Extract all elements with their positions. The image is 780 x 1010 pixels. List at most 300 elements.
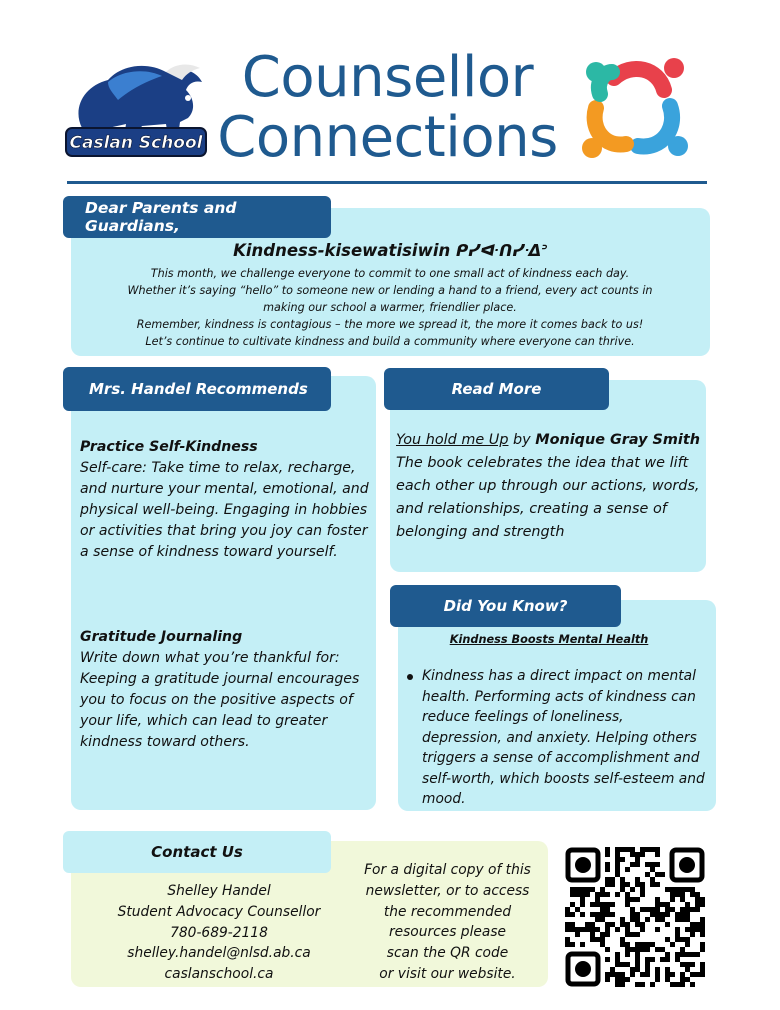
qr-module	[625, 882, 630, 887]
qr-module	[690, 952, 695, 957]
qr-module	[670, 887, 675, 892]
page-title	[215, 45, 560, 170]
qr-module	[590, 922, 595, 927]
qr-module	[635, 957, 640, 962]
qr-module	[645, 957, 650, 962]
qr-module	[630, 897, 635, 902]
qr-module	[665, 952, 670, 957]
qr-module	[640, 887, 645, 892]
qr-module	[625, 932, 630, 937]
qr-module	[585, 927, 590, 932]
qr-module	[640, 982, 645, 987]
qr-module	[595, 927, 600, 932]
qr-module	[645, 967, 650, 972]
qr-module	[575, 887, 580, 892]
qr-module	[610, 877, 615, 882]
qr-module	[625, 947, 630, 952]
qr-module	[620, 942, 625, 947]
qr-module	[695, 922, 700, 927]
qr-module	[680, 897, 685, 902]
qr-module	[635, 952, 640, 957]
qr-module	[635, 917, 640, 922]
qr-module	[565, 937, 570, 942]
qr-module	[590, 887, 595, 892]
qr-module	[645, 962, 650, 967]
qr-module	[640, 972, 645, 977]
intro-line: making our school a warmer, friendlier place.	[263, 301, 517, 314]
qr-module	[680, 937, 685, 942]
qr-module	[640, 852, 645, 857]
qr-module	[625, 962, 630, 967]
qr-module	[685, 917, 690, 922]
qr-module	[655, 902, 660, 907]
qr-module	[580, 892, 585, 897]
logo-wordmark: Caslan School	[69, 133, 203, 153]
qr-module	[615, 872, 620, 877]
qr-module	[670, 897, 675, 902]
intro-line: Remember, kindness is contagious – the more we spread it, the more it comes back to us!	[136, 318, 644, 331]
qr-module	[700, 927, 705, 932]
note-line: newsletter, or to access	[365, 882, 530, 899]
qr-module	[590, 932, 595, 937]
did-you-know-list	[405, 666, 705, 810]
qr-module	[640, 847, 645, 852]
qr-module	[670, 942, 675, 947]
qr-module	[680, 947, 685, 952]
qr-module	[610, 912, 615, 917]
read-more-tab: Read More	[384, 368, 609, 410]
qr-module	[595, 902, 600, 907]
qr-module	[615, 862, 620, 867]
qr-module	[565, 907, 570, 912]
qr-module	[660, 872, 665, 877]
qr-module	[700, 972, 705, 977]
qr-module	[630, 912, 635, 917]
qr-module	[655, 852, 660, 857]
qr-module	[625, 952, 630, 957]
qr-module	[660, 902, 665, 907]
qr-module	[605, 847, 610, 852]
qr-module	[640, 942, 645, 947]
qr-module	[590, 927, 595, 932]
qr-module	[655, 862, 660, 867]
qr-module	[570, 902, 575, 907]
book-author: Monique Gray Smith	[535, 432, 700, 448]
qr-module	[615, 957, 620, 962]
qr-module	[690, 982, 695, 987]
qr-module	[605, 877, 610, 882]
book-by: by	[508, 432, 536, 448]
qr-module	[635, 882, 640, 887]
intro-tab: Dear Parents and Guardians,	[63, 196, 331, 238]
qr-module	[695, 927, 700, 932]
qr-module	[630, 907, 635, 912]
qr-module	[680, 952, 685, 957]
qr-module	[570, 942, 575, 947]
qr-module	[645, 862, 650, 867]
qr-module	[575, 907, 580, 912]
qr-module	[695, 892, 700, 897]
qr-module	[670, 892, 675, 897]
qr-module	[580, 897, 585, 902]
qr-module	[630, 852, 635, 857]
qr-module	[595, 917, 600, 922]
qr-module	[695, 952, 700, 957]
qr-module	[625, 892, 630, 897]
contact-phone: 780-689-2118	[170, 924, 268, 941]
qr-module	[645, 947, 650, 952]
qr-module	[655, 972, 660, 977]
qr-module	[675, 932, 680, 937]
note-line: or visit our website.	[379, 965, 516, 982]
qr-module	[640, 947, 645, 952]
qr-module	[615, 852, 620, 857]
qr-module	[615, 952, 620, 957]
qr-module	[630, 917, 635, 922]
qr-module	[645, 872, 650, 877]
qr-module	[640, 922, 645, 927]
qr-module	[685, 952, 690, 957]
qr-module	[620, 922, 625, 927]
qr-module	[615, 972, 620, 977]
qr-module	[650, 912, 655, 917]
qr-module	[625, 897, 630, 902]
qr-module	[600, 912, 605, 917]
qr-module	[685, 962, 690, 967]
qr-module	[650, 957, 655, 962]
qr-module	[630, 887, 635, 892]
qr-module	[695, 907, 700, 912]
qr-module	[620, 937, 625, 942]
qr-module	[680, 977, 685, 982]
digital-copy-note	[350, 860, 545, 985]
qr-module	[565, 927, 570, 932]
qr-module	[605, 927, 610, 932]
note-line: scan the QR code	[386, 945, 509, 962]
recommendation-gratitude-journaling	[80, 627, 372, 753]
qr-module	[680, 982, 685, 987]
qr-module	[700, 932, 705, 937]
qr-module	[635, 857, 640, 862]
qr-module	[580, 887, 585, 892]
qr-module	[595, 912, 600, 917]
qr-module	[675, 887, 680, 892]
recommendation-heading: Practice Self-Kindness	[80, 439, 258, 455]
qr-module	[565, 912, 570, 917]
qr-module	[665, 977, 670, 982]
qr-module	[665, 902, 670, 907]
qr-module	[680, 912, 685, 917]
qr-module	[630, 967, 635, 972]
note-line: the recommended	[383, 903, 512, 920]
qr-module	[630, 932, 635, 937]
qr-module	[655, 912, 660, 917]
qr-module	[615, 977, 620, 982]
qr-module	[635, 967, 640, 972]
qr-module	[690, 907, 695, 912]
qr-module	[670, 982, 675, 987]
qr-module	[650, 942, 655, 947]
note-line: For a digital copy of this	[364, 862, 531, 878]
qr-module	[625, 922, 630, 927]
qr-module	[650, 867, 655, 872]
qr-module	[655, 872, 660, 877]
qr-module	[675, 937, 680, 942]
qr-module	[695, 897, 700, 902]
qr-module	[625, 927, 630, 932]
qr-module	[630, 972, 635, 977]
qr-module	[675, 982, 680, 987]
qr-module	[635, 932, 640, 937]
qr-module	[675, 892, 680, 897]
book-description: The book celebrates the idea that we lift each other up through our actions, words, and relationships, creating a sense of belonging and strength	[396, 455, 700, 540]
qr-module	[595, 892, 600, 897]
qr-module	[690, 887, 695, 892]
qr-module	[685, 902, 690, 907]
qr-module	[690, 932, 695, 937]
qr-module	[645, 942, 650, 947]
qr-module	[635, 912, 640, 917]
qr-module	[625, 977, 630, 982]
qr-module	[610, 922, 615, 927]
qr-module	[620, 972, 625, 977]
qr-module	[700, 947, 705, 952]
qr-module	[620, 962, 625, 967]
qr-module	[585, 887, 590, 892]
qr-module	[640, 882, 645, 887]
qr-module	[645, 972, 650, 977]
qr-module	[620, 857, 625, 862]
contact-email: shelley.handel@nlsd.ab.ca	[127, 945, 311, 962]
qr-module	[605, 932, 610, 937]
intro-line: This month, we challenge everyone to commit to one small act of kindness each day.	[150, 267, 630, 280]
qr-module	[575, 932, 580, 937]
qr-module	[610, 882, 615, 887]
recommendation-body: Self-care: Take time to relax, recharge, and nurture your mental, emotional, and physical well-being. Engaging in hobbies or activities that bring you joy can foster a sense of kindness toward yourself.	[80, 460, 369, 560]
qr-module	[635, 982, 640, 987]
qr-module	[600, 917, 605, 922]
qr-module	[605, 922, 610, 927]
qr-module	[680, 887, 685, 892]
contact-website: caslanschool.ca	[164, 966, 274, 983]
qr-module	[670, 907, 675, 912]
qr-module	[575, 892, 580, 897]
qr-module	[685, 887, 690, 892]
qr-module	[655, 977, 660, 982]
qr-module	[605, 947, 610, 952]
qr-module	[620, 917, 625, 922]
qr-module	[600, 887, 605, 892]
caslan-school-logo	[62, 58, 210, 160]
qr-module	[610, 902, 615, 907]
qr-module	[665, 972, 670, 977]
qr-module	[605, 972, 610, 977]
qr-module	[600, 932, 605, 937]
qr-module	[665, 912, 670, 917]
qr-module	[565, 922, 570, 927]
qr-module	[590, 902, 595, 907]
intro-heading: Kindness-kisewatisiwin ᑭᓯᐘᑎᓯᐎᐣ	[233, 241, 548, 260]
qr-module	[565, 942, 570, 947]
qr-module	[655, 967, 660, 972]
qr-module	[570, 927, 575, 932]
qr-module	[675, 912, 680, 917]
contact-tab: Contact Us	[63, 831, 331, 873]
qr-module	[665, 922, 670, 927]
qr-module	[645, 907, 650, 912]
qr-module	[570, 892, 575, 897]
qr-module	[580, 927, 585, 932]
contact-info	[96, 881, 342, 985]
qr-module	[665, 907, 670, 912]
qr-module	[625, 867, 630, 872]
qr-module	[610, 967, 615, 972]
qr-module	[700, 942, 705, 947]
qr-module	[690, 922, 695, 927]
qr-module	[685, 967, 690, 972]
recommendation-self-kindness	[80, 437, 372, 563]
qr-module	[660, 917, 665, 922]
note-line: resources please	[388, 924, 507, 941]
qr-module	[635, 942, 640, 947]
qr-module	[630, 847, 635, 852]
qr-module	[605, 862, 610, 867]
intro-line: Whether it’s saying “hello” to someone new or lending a hand to a friend, every act counts in	[127, 284, 653, 297]
qr-module	[650, 862, 655, 867]
qr-module	[635, 922, 640, 927]
qr-module	[615, 927, 620, 932]
qr-module	[615, 867, 620, 872]
qr-module	[580, 912, 585, 917]
title-line-1: Counsellor	[241, 45, 534, 110]
qr-module	[580, 942, 585, 947]
contact-role: Student Advocacy Counsellor	[117, 903, 321, 920]
qr-module	[700, 902, 705, 907]
qr-module	[685, 937, 690, 942]
qr-module	[660, 947, 665, 952]
qr-module	[660, 957, 665, 962]
title-line-2: Connections	[217, 105, 558, 170]
qr-module	[605, 852, 610, 857]
qr-module	[605, 892, 610, 897]
qr-module	[690, 962, 695, 967]
qr-module	[665, 937, 670, 942]
qr-module	[685, 927, 690, 932]
qr-module	[610, 972, 615, 977]
qr-module	[640, 892, 645, 897]
qr-module	[650, 877, 655, 882]
qr-module	[675, 917, 680, 922]
qr-module	[635, 962, 640, 967]
qr-module	[620, 887, 625, 892]
qr-module	[600, 942, 605, 947]
qr-module	[675, 952, 680, 957]
qr-module	[665, 967, 670, 972]
qr-module	[615, 857, 620, 862]
qr-module	[615, 962, 620, 967]
qr-module	[690, 892, 695, 897]
qr-module	[605, 957, 610, 962]
qr-module	[570, 912, 575, 917]
qr-module	[685, 977, 690, 982]
recommendation-heading: Gratitude Journaling	[80, 629, 243, 645]
intro-body	[90, 265, 690, 350]
qr-module	[605, 977, 610, 982]
qr-module	[655, 882, 660, 887]
qr-module	[680, 907, 685, 912]
qr-module	[600, 892, 605, 897]
qr-module	[680, 892, 685, 897]
qr-module	[650, 882, 655, 887]
qr-module	[685, 942, 690, 947]
qr-module	[635, 897, 640, 902]
qr-module	[670, 972, 675, 977]
qr-module	[685, 912, 690, 917]
qr-module	[655, 947, 660, 952]
qr-module	[680, 962, 685, 967]
qr-module	[635, 877, 640, 882]
qr-module	[580, 902, 585, 907]
qr-module	[675, 957, 680, 962]
contact-name: Shelley Handel	[167, 883, 271, 899]
qr-module	[575, 927, 580, 932]
book-title: You hold me Up	[396, 432, 509, 448]
list-item: Kindness has a direct impact on mental health. Performing acts of kindness can reduce feelings of loneliness, depression, and anxiety. Helping others triggers a sense of accomplishment and self-worth, which boosts self-esteem and mood.	[405, 666, 705, 810]
qr-module	[585, 892, 590, 897]
qr-module	[630, 947, 635, 952]
qr-module	[605, 882, 610, 887]
title-divider	[67, 181, 707, 184]
qr-module	[700, 917, 705, 922]
qr-module	[680, 917, 685, 922]
recommends-tab: Mrs. Handel Recommends	[63, 367, 331, 411]
intro-line: Let’s continue to cultivate kindness and build a community where everyone can thrive.	[145, 335, 635, 348]
qr-module	[605, 902, 610, 907]
qr-module	[695, 902, 700, 907]
qr-module	[690, 972, 695, 977]
did-you-know-tab: Did You Know?	[390, 585, 621, 627]
qr-module	[680, 972, 685, 977]
qr-module	[640, 927, 645, 932]
qr-module	[700, 922, 705, 927]
qr-module	[600, 907, 605, 912]
qr-module	[700, 967, 705, 972]
qr-module	[620, 847, 625, 852]
qr-module	[590, 937, 595, 942]
qr-module	[585, 922, 590, 927]
qr-module	[635, 862, 640, 867]
qr-module	[590, 912, 595, 917]
qr-module	[605, 867, 610, 872]
qr-module	[620, 977, 625, 982]
qr-module	[630, 862, 635, 867]
qr-module	[675, 927, 680, 932]
qr-module	[640, 907, 645, 912]
qr-module	[620, 982, 625, 987]
qr-module	[650, 982, 655, 987]
qr-module	[570, 887, 575, 892]
qr-module	[700, 897, 705, 902]
did-you-know-heading: Kindness Boosts Mental Health	[449, 633, 649, 646]
qr-module	[620, 877, 625, 882]
qr-module	[655, 927, 660, 932]
qr-module	[625, 942, 630, 947]
qr-module	[695, 972, 700, 977]
read-more-text	[396, 429, 708, 544]
qr-module	[600, 902, 605, 907]
qr-module	[605, 912, 610, 917]
qr-module	[615, 982, 620, 987]
